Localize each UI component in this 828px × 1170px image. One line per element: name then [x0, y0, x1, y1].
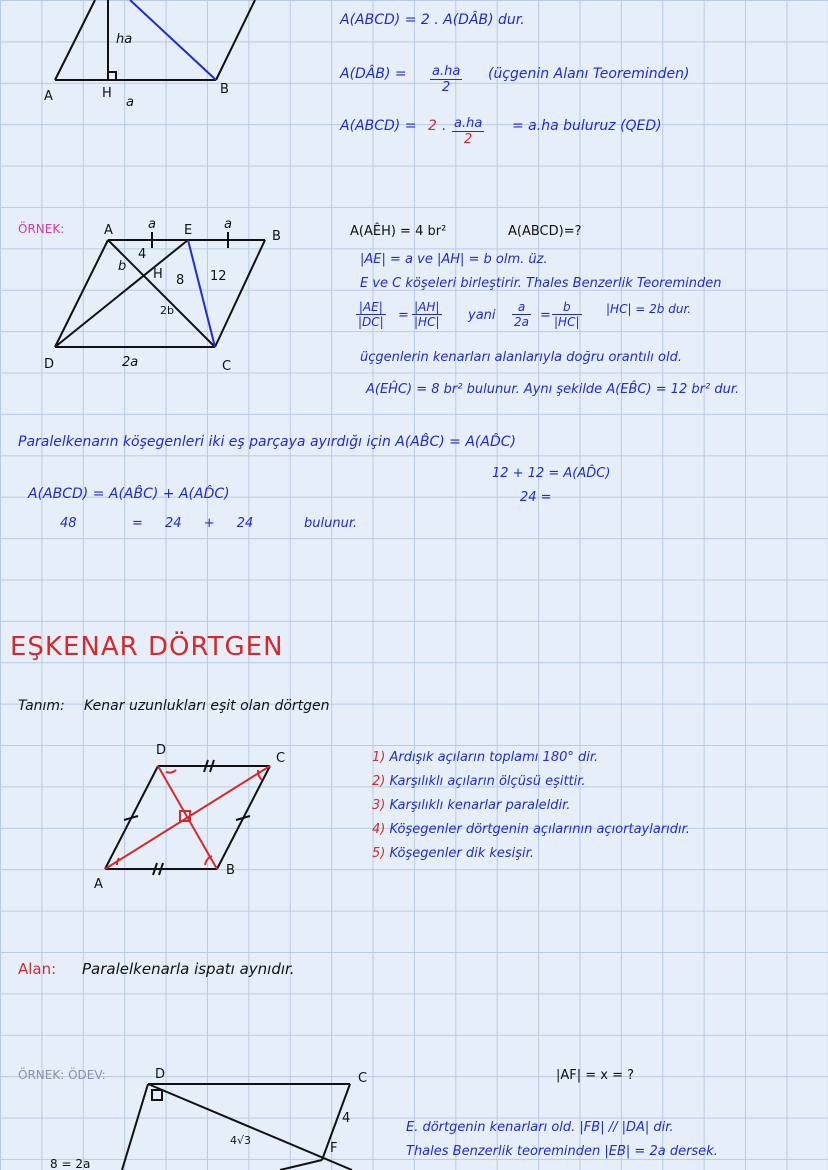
ex2-label-4root3: 4√3 — [230, 1134, 252, 1147]
ex2-label-8: 8 = 2a — [50, 1157, 91, 1170]
rh-prop-3-num: 3) — [372, 798, 386, 813]
ex1-line-10-c: bulunur. — [304, 516, 358, 531]
example1-title: ÖRNEK: — [18, 222, 65, 236]
proof-line-3-two: 2 — [428, 118, 437, 134]
ex1-given: A(AÊH) = 4 br² — [350, 224, 447, 239]
ex1-label-b: B — [272, 229, 281, 244]
proof-label-ha: ha — [116, 32, 133, 47]
ex1-label-2b: 2b — [160, 304, 174, 317]
proof-line-3-numerator: a.ha — [454, 116, 483, 131]
ex1-line-9: A(ABCD) = A(AB̂C) + A(AD̂C) — [28, 486, 230, 502]
rh-label-b: B — [226, 863, 235, 878]
rh-prop-5-num: 5) — [372, 846, 386, 861]
rh-prop-3-text: Karşılıklı kenarlar paraleldir. — [389, 798, 571, 813]
proof-line-2-denominator: 2 — [442, 80, 451, 95]
ex1-label-8: 8 — [176, 273, 185, 288]
ex1-line-5: A(EĤC) = 8 br² bulunur. Aynı şekilde A(EB̂C) = 12 br² dur. — [366, 382, 740, 397]
rhombus-area-text: Paralelkenarla ispatı aynıdır. — [82, 960, 295, 978]
ex2-right-angle-marker — [152, 1090, 162, 1100]
proof-label-h: H — [102, 86, 112, 101]
rh-prop-1-num: 1) — [372, 750, 386, 765]
ex2-label-c: C — [358, 1071, 368, 1086]
ex2-label-f: F — [330, 1141, 338, 1156]
ex1-line-8: 24 = — [520, 490, 552, 505]
ex2-label-4: 4 — [342, 1111, 351, 1126]
rhombus-area-label: Alan: — [18, 960, 57, 978]
ex1-label-2a: 2a — [122, 355, 139, 370]
ex1-ratio-1-den: |DC| — [358, 315, 384, 329]
ex2-label-d: D — [155, 1067, 166, 1082]
ex1-label-a2: a — [224, 217, 232, 232]
ex1-line-10-a: 48 — [60, 516, 77, 531]
ex1-label-d: D — [44, 357, 55, 372]
ex1-label-a: A — [104, 223, 113, 238]
ex1-label-4: 4 — [138, 247, 147, 262]
rh-label-c: C — [276, 751, 286, 766]
proof-line-2-left: A(DÂB) = — [340, 66, 407, 82]
ex1-question: A(ABCD)=? — [508, 224, 582, 239]
ex1-label-c: C — [222, 359, 232, 374]
ex1-yani: yani — [468, 308, 496, 323]
rh-prop-2-text: Karşılıklı açıların ölçüsü eşittir. — [389, 774, 586, 789]
ex2-line-1: E. dörtgenin kenarları old. |FB| // |DA| dir. — [406, 1120, 674, 1135]
rh-prop-2-num: 2) — [372, 774, 386, 789]
ex1-hc-result: |HC| = 2b dur. — [606, 302, 692, 316]
rh-prop-4-text: Köşegenler dörtgenin açılarının açıortaylarıdır. — [389, 822, 690, 837]
proof-line-2-numerator: a.ha — [432, 64, 461, 79]
ex1-line-1: |AE| = a ve |AH| = b olm. üz. — [360, 252, 548, 267]
rhombus-title: EŞKENAR DÖRTGEN — [10, 632, 284, 662]
ex1-line-7: 12 + 12 = A(AD̂C) — [492, 466, 611, 481]
ex1-line-10-b: = 24 + 24 — [132, 516, 254, 531]
ex1-ratio-4-den: |HC| — [554, 315, 580, 329]
proof-label-a: A — [44, 89, 53, 104]
ex1-ratio-2-den: |HC| — [414, 315, 440, 329]
example2-title: ÖRNEK: ÖDEV: — [18, 1068, 106, 1082]
ex1-ratio-2-num: |AH| — [412, 300, 442, 315]
ex2-diagonal — [148, 1084, 352, 1170]
ex1-ratio-4-num: b — [552, 300, 582, 315]
proof-line-1: A(ABCD) = 2 . A(DÂB) dur. — [340, 12, 525, 28]
rhombus-def-label: Tanım: — [18, 698, 65, 714]
ex1-label-12: 12 — [210, 269, 227, 284]
ex1-ratio-3-num: a — [512, 300, 531, 315]
ex2-segment-f — [280, 1160, 322, 1170]
proof-line-3-right: = a.ha buluruz (QED) — [512, 118, 662, 134]
ex1-label-h: H — [153, 267, 163, 282]
proof-line-3-dot: . — [442, 118, 447, 134]
rh-prop-5-text: Köşegenler dik kesişir. — [389, 846, 534, 861]
rh-label-d: D — [156, 743, 167, 758]
ex1-label-b-seg: b — [118, 259, 127, 274]
ex1-ratio-eq: = — [398, 308, 409, 323]
ex2-side-d-down — [122, 1084, 148, 1170]
ex1-label-a1: a — [148, 217, 156, 232]
rh-prop-1-text: Ardışık açıların toplamı 180° dir. — [389, 750, 599, 765]
ex2-question: |AF| = x = ? — [556, 1068, 635, 1083]
ex1-line-2: E ve C köşeleri birleştirir. Thales Benzerlik Teoreminden — [360, 276, 722, 291]
proof-line-2-right: (üçgenin Alanı Teoreminden) — [488, 66, 690, 82]
ex1-ratio-1-num: |AE| — [356, 300, 386, 315]
ex1-line-6: Paralelkenarın köşegenleri iki eş parçaya ayırdığı için A(AB̂C) = A(AD̂C) — [18, 434, 516, 450]
proof-label-a-base: a — [126, 95, 134, 110]
rh-label-a: A — [94, 877, 103, 892]
ex1-line-4: üçgenlerin kenarları alanlarıyla doğru orantılı old. — [360, 350, 682, 365]
ex1-ratio-3-den: 2a — [514, 315, 529, 329]
ex1-label-e: E — [184, 223, 193, 238]
rhombus-def-text: Kenar uzunlukları eşit olan dörtgen — [84, 698, 330, 714]
rh-prop-4-num: 4) — [372, 822, 386, 837]
proof-line-3-left: A(ABCD) = — [340, 118, 417, 134]
proof-label-b: B — [220, 82, 229, 97]
proof-line-3-denominator: 2 — [464, 132, 473, 147]
ex2-line-2: Thales Benzerlik teoreminden |EB| = 2a dersek. — [406, 1144, 718, 1159]
ex1-ratio-eq-2: = — [540, 308, 551, 323]
